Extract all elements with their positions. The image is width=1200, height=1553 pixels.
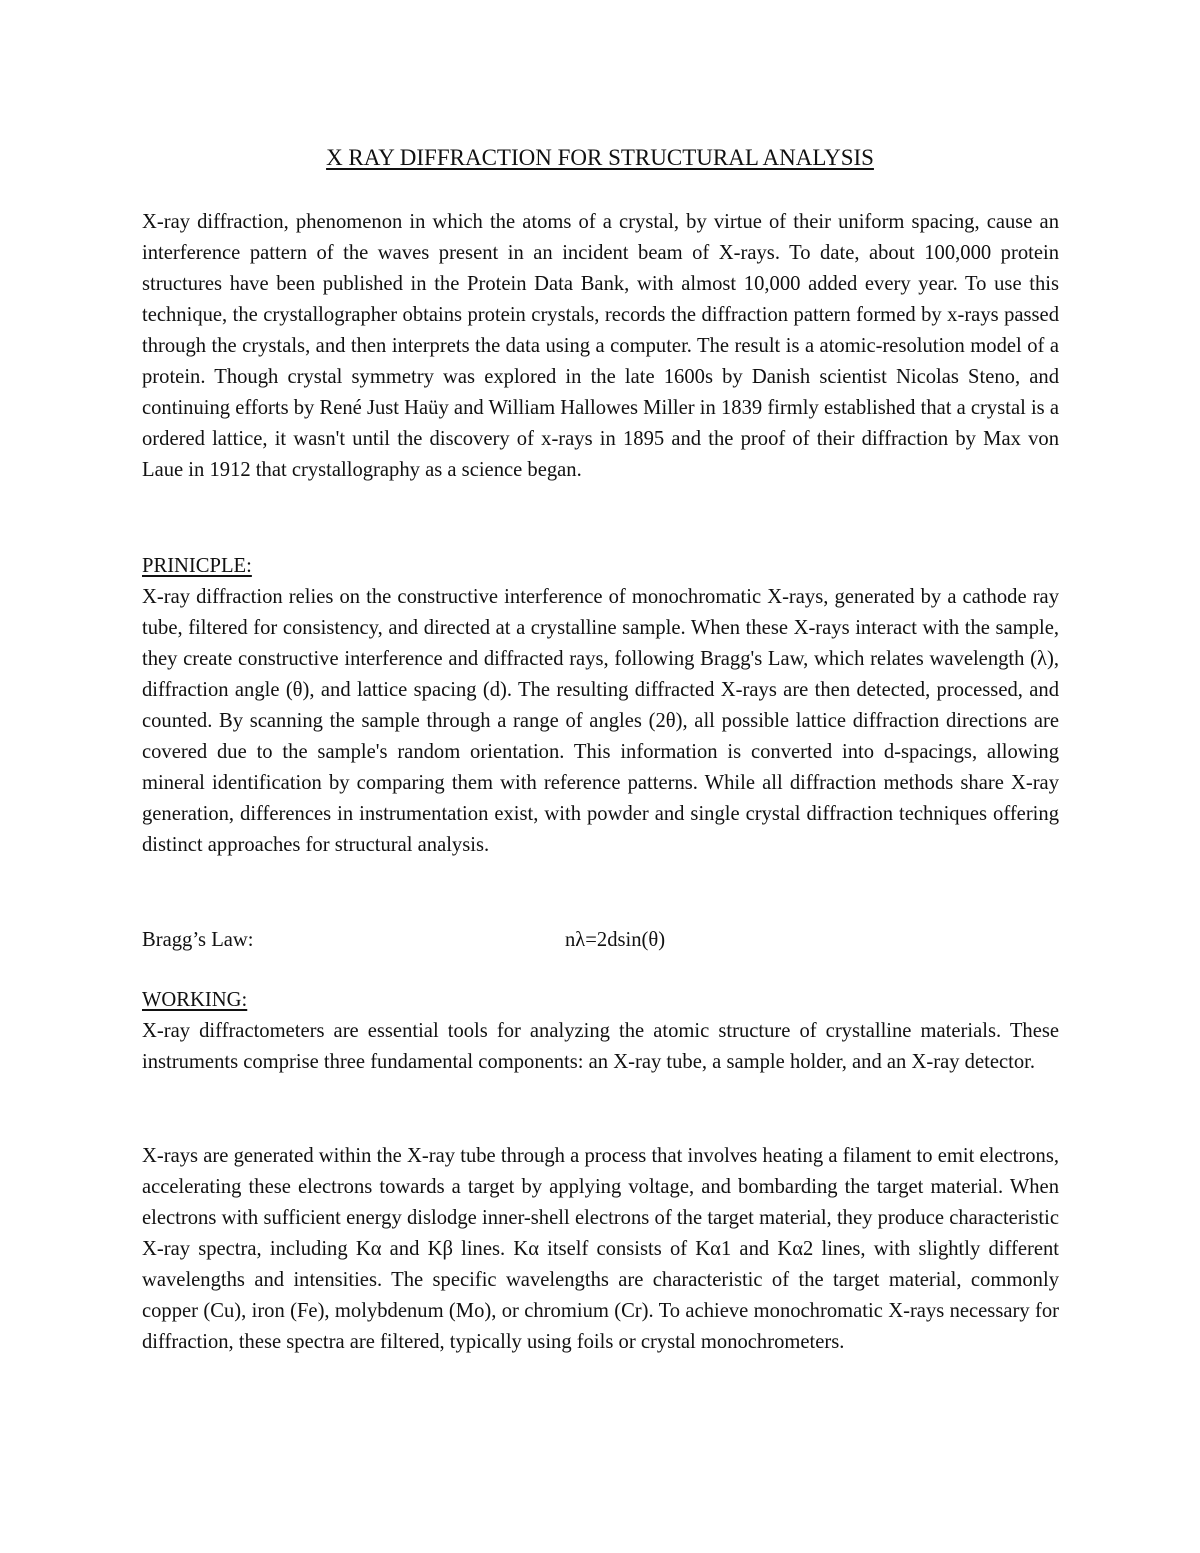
braggs-law-row xyxy=(142,925,1059,956)
working-paragraph-1: X-ray diffractometers are essential tools for analyzing the atomic structure of crystalline materials. These instruments comprise three fundamental components: an X-ray tube, a sample holder, and an X-ray detector. xyxy=(142,1020,1059,1073)
document-title: X RAY DIFFRACTION FOR STRUCTURAL ANALYSIS xyxy=(326,145,874,170)
intro-paragraph: X-ray diffraction, phenomenon in which the atoms of a crystal, by virtue of their uniform spacing, cause an interference pattern of the waves present in an incident beam of X-rays. To date, about 100,000 protein structures have been published in the Protein Data Bank, with almost 10,000 added every year. To use this technique, the crystallographer obtains protein crystals, records the diffraction pattern formed by x-rays passed through the crystals, and then interprets the data using a computer. The result is a atomic-resolution model of a protein. Though crystal symmetry was explored in the late 1600s by Danish scientist Nicolas Steno, and continuing efforts by René Just Haüy and William Hallowes Miller in 1839 firmly established that a crystal is a ordered lattice, it wasn't until the discovery of x-rays in 1895 and the proof of their diffraction by Max von Laue in 1912 that crystallography as a science began. xyxy=(142,211,1059,481)
working-heading: WORKING: xyxy=(142,989,248,1011)
braggs-law-formula: nλ=2dsin(θ) xyxy=(565,929,666,951)
principle-paragraph: X-ray diffraction relies on the constructive interference of monochromatic X-rays, generated by a cathode ray tube, filtered for consistency, and directed at a crystalline sample. When these X-rays interact with the sample, they create constructive interference and diffracted rays, following Bragg's Law, which relates wavelength (λ), diffraction angle (θ), and lattice spacing (d). The resulting diffracted X-rays are then detected, processed, and counted. By scanning the sample through a range of angles (2θ), all possible lattice diffraction directions are covered due to the sample's random orientation. This information is converted into d-spacings, allowing mineral identification by comparing them with reference patterns. While all diffraction methods share X-ray generation, differences in instrumentation exist, with powder and single crystal diffraction techniques offering distinct approaches for structural analysis. xyxy=(142,586,1059,856)
braggs-law-label: Bragg’s Law: xyxy=(142,929,254,951)
working-paragraph-2: X-rays are generated within the X-ray tube through a process that involves heating a filament to emit electrons, accelerating these electrons towards a target by applying voltage, and bombarding the target material. When electrons with sufficient energy dislodge inner-shell electrons of the target material, they produce characteristic X-ray spectra, including Kα and Kβ lines. Kα itself consists of Kα1 and Kα2 lines, with slightly different wavelengths and intensities. The specific wavelengths are characteristic of the target material, commonly copper (Cu), iron (Fe), molybdenum (Mo), or chromium (Cr). To achieve monochromatic X-rays necessary for diffraction, these spectra are filtered, typically using foils or crystal monochrometers. xyxy=(142,1145,1059,1353)
principle-heading: PRINICPLE: xyxy=(142,555,252,577)
